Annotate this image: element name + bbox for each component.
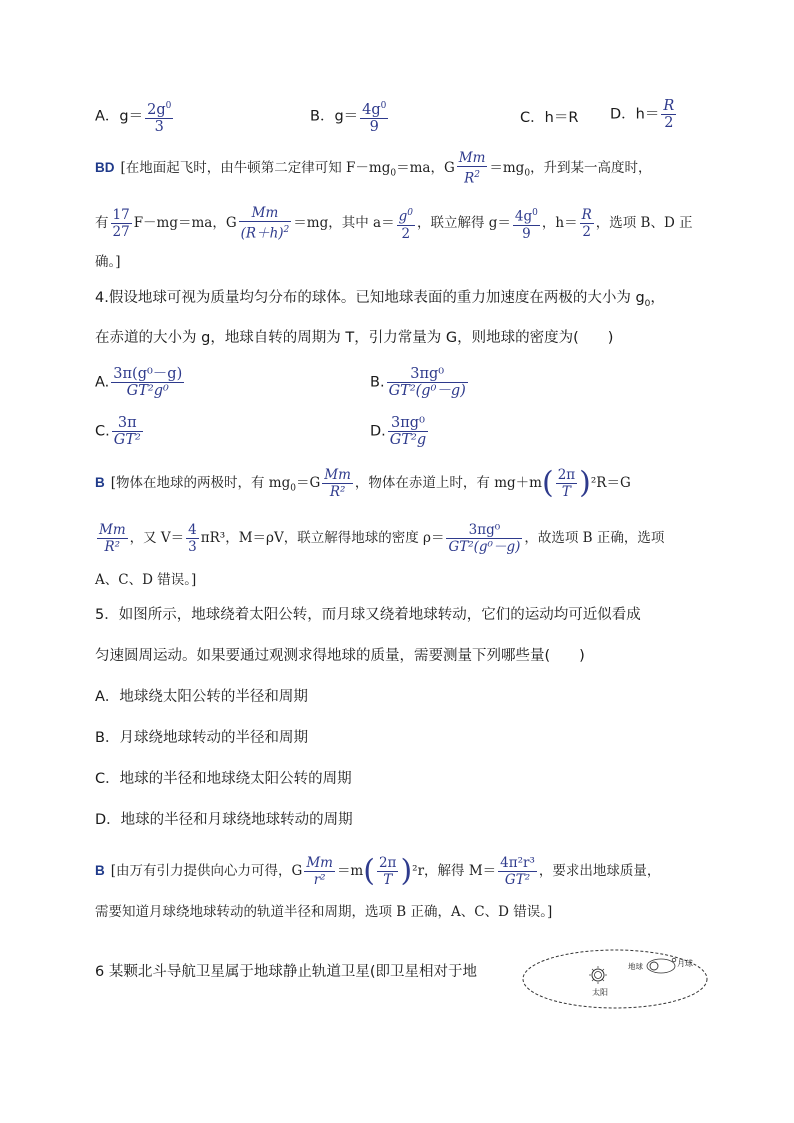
q3-option-a: A．g＝ $\frac{2g^0}{3}$ xyxy=(95,98,175,135)
moon-icon xyxy=(672,958,676,962)
earth-icon xyxy=(650,962,658,970)
q4-stem-line-2: 在赤道的大小为 g，地球自转的周期为 T，引力常量为 G，则地球的密度为( ) xyxy=(95,330,614,346)
q4-option-c: C. $\frac{3\pi}{\text{GT²}}$ xyxy=(95,415,141,448)
q3-option-d: D．h＝ $\frac{R}{2}$ xyxy=(610,98,675,131)
q4-option-b: B. $\frac{\text{3πg⁰}}{\text{GT²(g⁰－g)}}$ xyxy=(370,366,466,399)
q6-stem-line-1: 6 某颗北斗导航卫星属于地球静止轨道卫星(即卫星相对于地 xyxy=(95,964,477,980)
q3-answer-line-1: BD [在地面起飞时，由牛顿第二定律可知 $F-mg_0=ma$，G $\frac{Mm}{R^2}$ $=mg_0$，升到某一高度时， xyxy=(95,150,652,187)
q4-answer-letter: B xyxy=(95,475,105,490)
orbit-diagram xyxy=(520,948,710,1010)
q4-option-d: D. $\frac{\text{3πg⁰}}{\text{GT²g}}$ xyxy=(370,415,427,448)
q5-option-a: A．地球绕太阳公转的半径和周期 xyxy=(95,689,308,705)
q4-answer-line-2: $\frac{Mm}{\text{R²}}$ ，又 V＝ $\frac{4}{3}$ πR³，M＝ρV，联立解得地球的密度 ρ＝ $\frac{\text{3πg⁰}}{\text{GT²(g⁰－g)}}$ ，故选项 B 正确，选项 xyxy=(99,522,665,555)
earth-label: 地球 xyxy=(628,962,643,971)
moon-label: 月球 xyxy=(677,959,693,968)
q3-answer-letter: BD xyxy=(95,159,115,175)
q4-answer-line-1: B [物体在地球的两极时，有 $mg_0=G$ $\frac{Mm}{\text{R²}}$ ，物体在赤道上时，有 mg＋m( $\frac{2\pi}{T}$ )²R＝G xyxy=(95,465,631,501)
q5-stem-line-2: 匀速圆周运动。如果要通过观测求得地球的质量，需要测量下列哪些量( ) xyxy=(95,648,585,664)
q4-stem-line-1: 4.假设地球可视为质量均匀分布的球体。已知地球表面的重力加速度在两极的大小为 $g_0$， xyxy=(95,290,665,309)
q3-answer-line-3: 确。] xyxy=(95,254,121,270)
q4-option-a: A. $\frac{\text{3π(g⁰－g)}}{\text{GT²g⁰}}$ xyxy=(95,366,183,399)
moon-orbit xyxy=(647,959,675,973)
q5-stem-line-1: 5．如图所示，地球绕着太阳公转，而月球又绕着地球转动，它们的运动均可近似看成 xyxy=(95,607,641,623)
q5-option-c: C．地球的半径和地球绕太阳公转的周期 xyxy=(95,771,352,787)
q3-answer-line-2: 有 $\frac{17}{27}$ F－mg＝ma，G $\frac{Mm}{(R+h)^2}$ ＝mg，其中 a＝ $\frac{g^0}{2}$ ，联立解得 g＝ $\frac{4g^0}{9}$ ，h＝ $\frac{R}{2}$ ，选项 B、D 正 xyxy=(95,205,693,242)
q5-option-b: B．月球绕地球转动的半径和周期 xyxy=(95,730,308,746)
q5-answer-line-2: 需要知道月球绕地球转动的轨道半径和周期，选项 B 正确，A、C、D 错误。] xyxy=(95,904,553,920)
q5-answer-line-1: B [由万有引力提供向心力可得，G $\frac{Mm}{\text{r²}}$ ＝m( $\frac{2\pi}{T}$ )²r，解得 M＝ $\frac{\text{4π²r³}}{\text{GT²}}$ ，要求出地球质量， xyxy=(95,853,661,889)
q3-option-c: C．h＝R xyxy=(520,110,579,126)
q4-answer-line-3: A、C、D 错误。] xyxy=(95,572,197,588)
q5-option-d: D．地球的半径和月球绕地球转动的周期 xyxy=(95,812,353,828)
sun-icon xyxy=(589,966,607,984)
sun-label: 太阳 xyxy=(592,988,608,997)
orbit-diagram-svg xyxy=(520,948,710,1010)
q3-option-b: B．g＝ $\frac{4g^0}{9}$ xyxy=(310,98,390,135)
q5-answer-letter: B xyxy=(95,863,105,878)
